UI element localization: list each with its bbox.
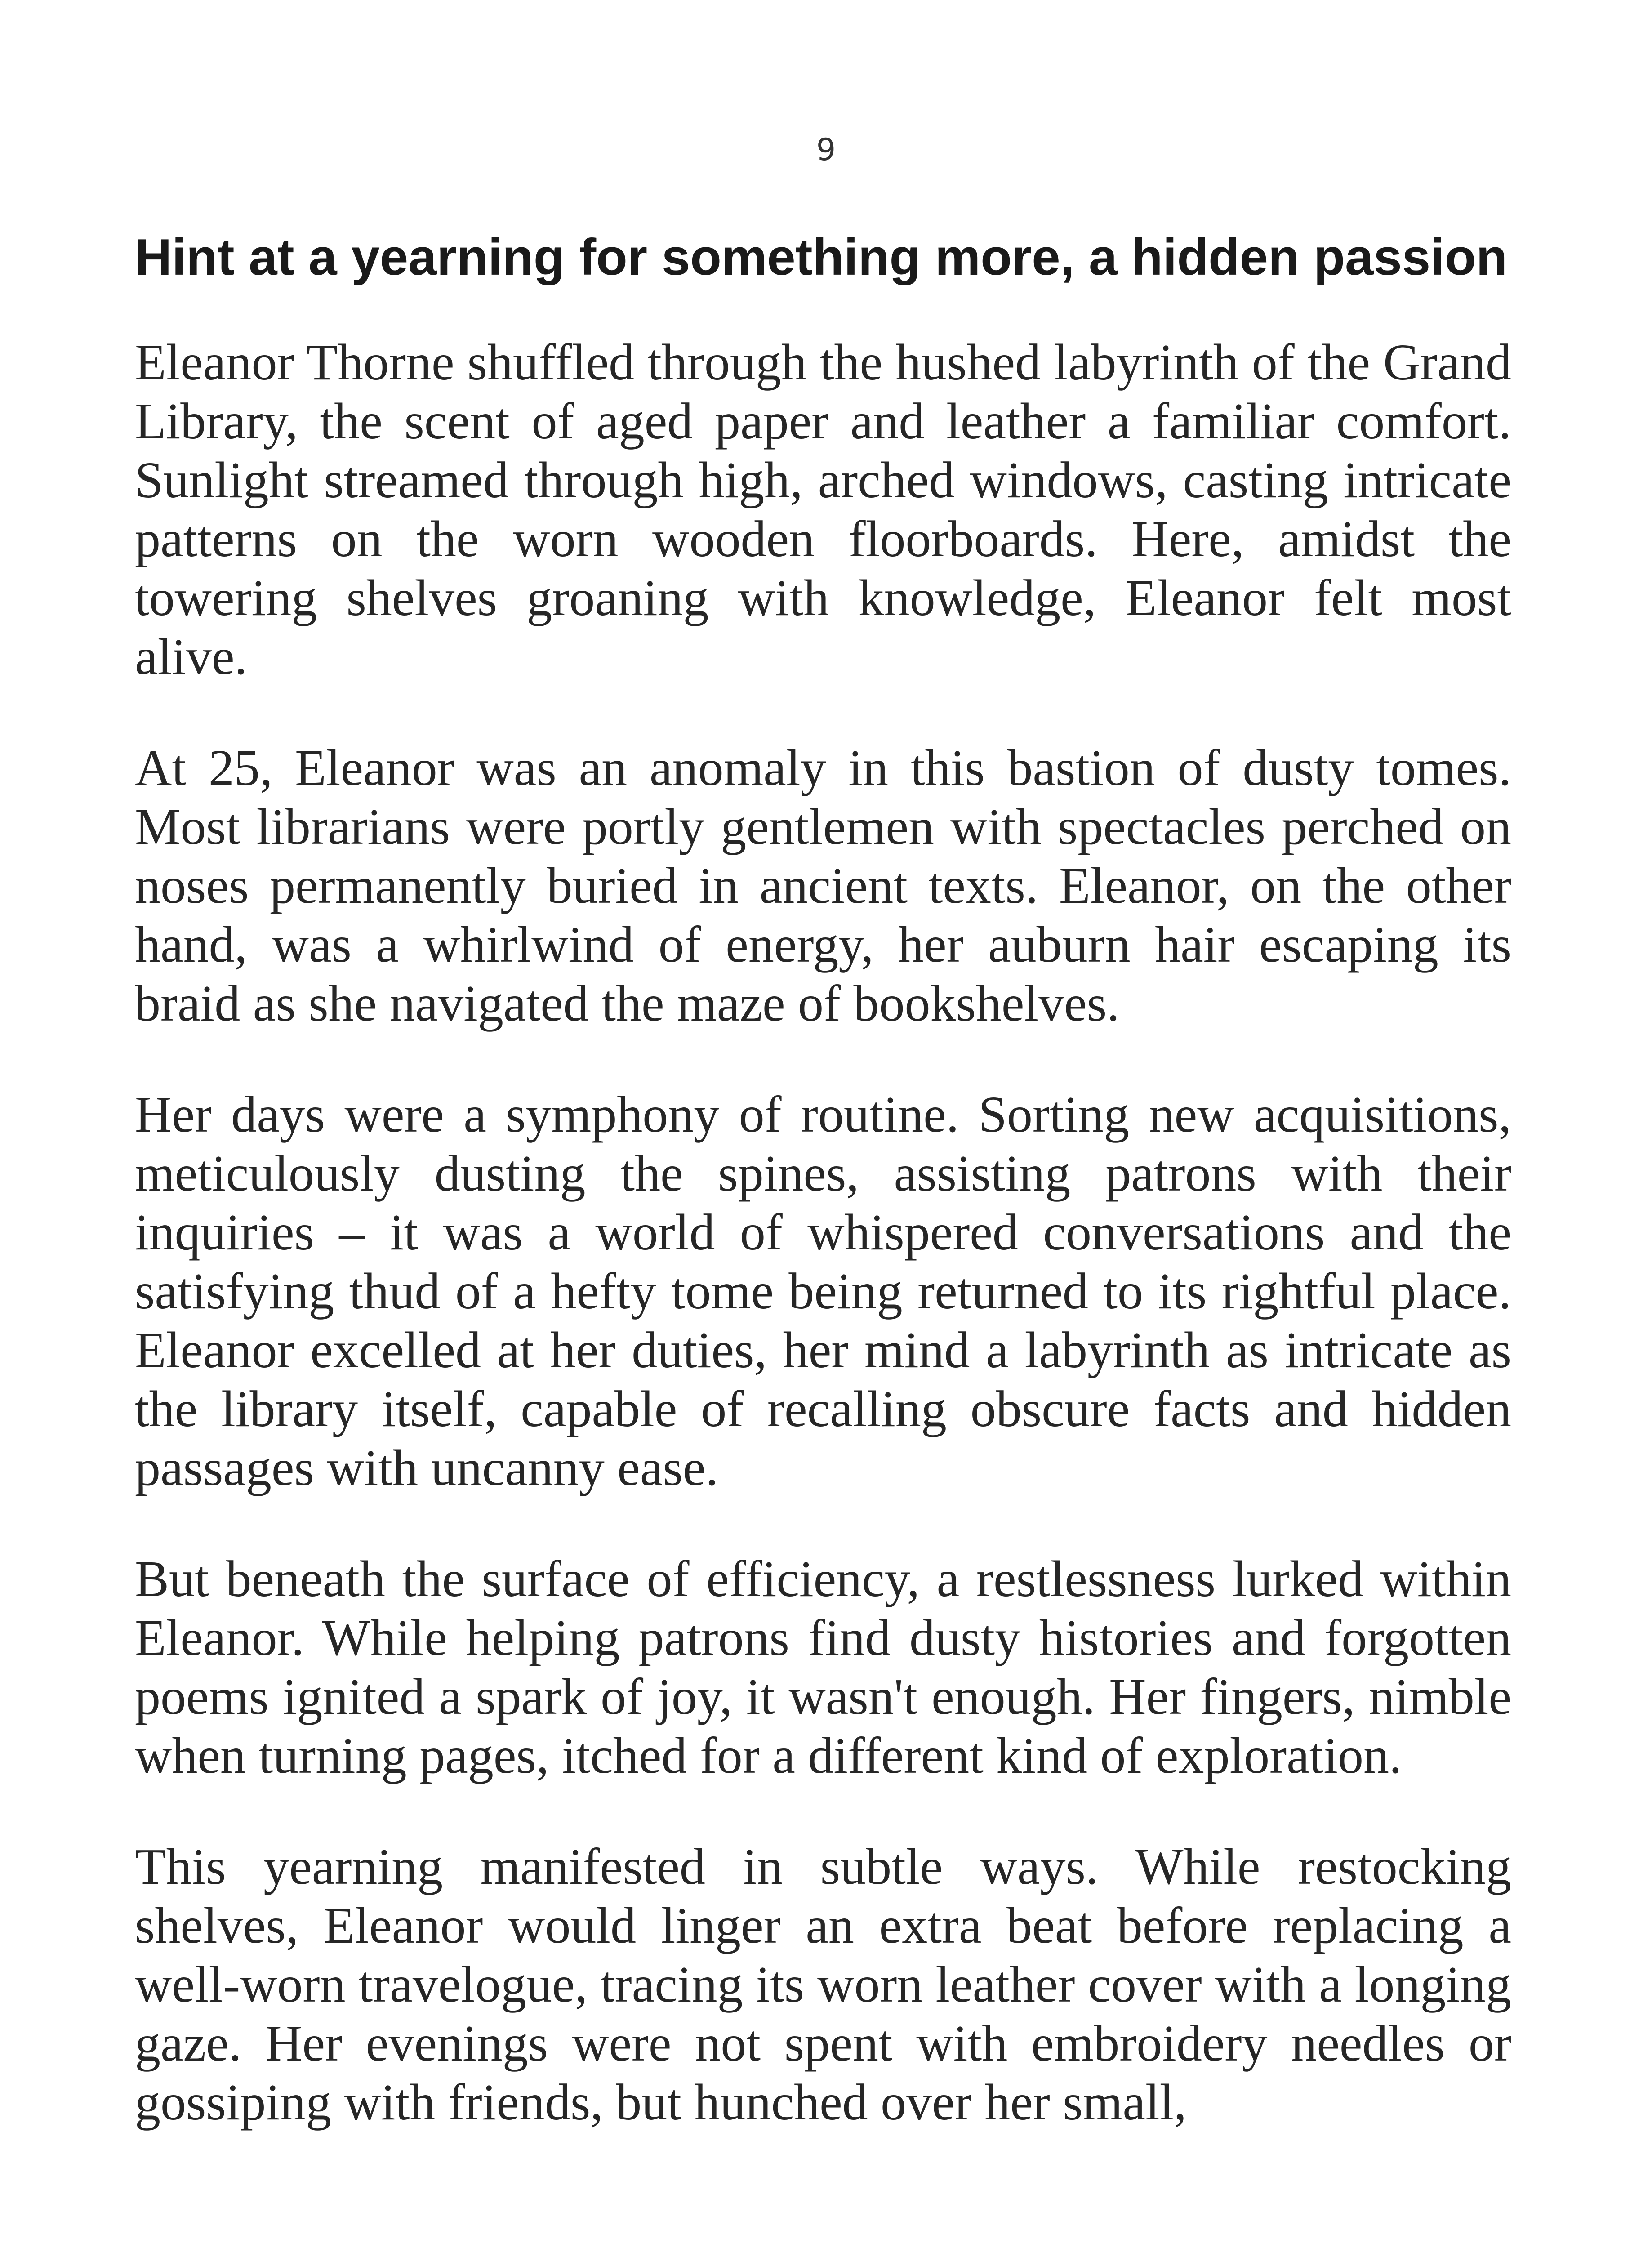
section-heading: Hint at a yearning for something more, a hidden passion [135, 229, 1508, 286]
paragraph: Her days were a symphony of routine. Sorting new acquisitions, meticulously dusting the spines, assisting patrons with their inquiries – it was a world of whispered conversations and the satisfying thud of a hefty tome being returned to its rightful place. Eleanor excelled at her duties, her mind a labyrinth as intricate as the library itself, capable of recalling obscure facts and hidden passages with uncanny ease. [135, 1086, 1511, 1496]
page-content [135, 227, 1511, 2132]
paragraph: But beneath the surface of efficiency, a restlessness lurked within Eleanor. While helping patrons find dusty histories and forgotten poems ignited a spark of joy, it wasn't enough. Her fingers, nimble when turning pages, itched for a different kind of exploration. [135, 1550, 1511, 1784]
paragraph: This yearning manifested in subtle ways. While restocking shelves, Eleanor would linger an extra beat before replacing a well-worn travelogue, tracing its worn leather cover with a longing gaze. Her evenings were not spent with embroidery needles or gossiping with friends, but hunched over her small, [135, 1838, 1511, 2131]
paragraph: At 25, Eleanor was an anomaly in this bastion of dusty tomes. Most librarians were portly gentlemen with spectacles perched on noses permanently buried in ancient texts. Eleanor, on the other hand, was a whirlwind of energy, her auburn hair escaping its braid as she navigated the maze of bookshelves. [135, 739, 1511, 1032]
page-number: 9 [816, 132, 836, 168]
paragraph: Eleanor Thorne shuffled through the hushed labyrinth of the Grand Library, the scent of aged paper and leather a familiar comfort. Sunlight streamed through high, arched windows, casting intricate patterns on the worn wooden floorboards. Here, amidst the towering shelves groaning with knowledge, Eleanor felt most alive. [135, 334, 1511, 685]
